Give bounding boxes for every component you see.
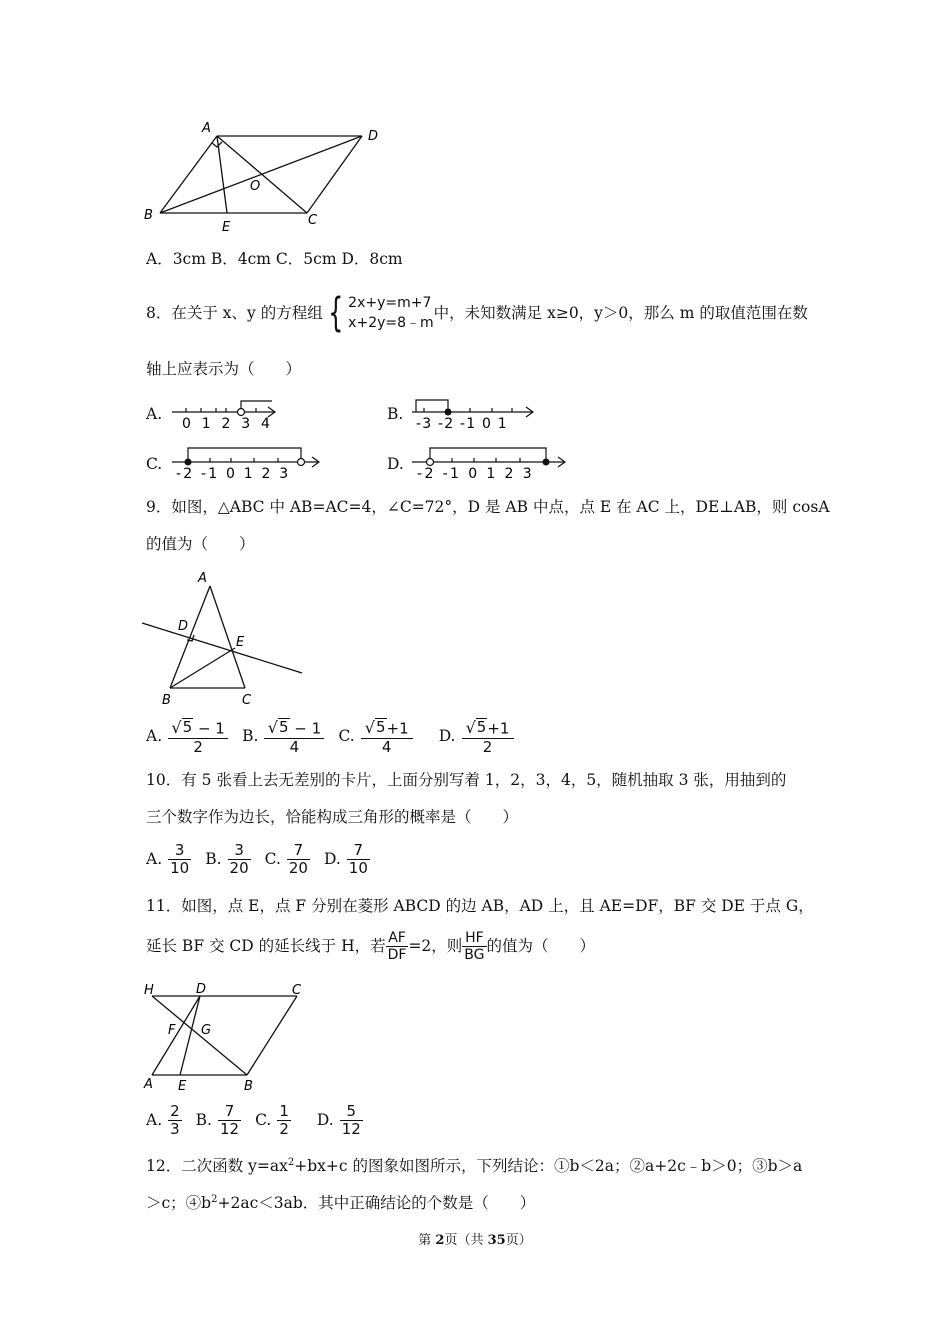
q11-option-b: B. $\frac{7}{12}$ bbox=[195, 1102, 240, 1139]
ticks-a: 0 1 2 3 4 bbox=[182, 416, 274, 430]
label-d: D bbox=[368, 129, 379, 144]
q8-option-d-key: D. bbox=[387, 455, 404, 473]
open-dot bbox=[238, 409, 245, 416]
q11-line2: 延长 BF 交 CD 的延长线于 H，若 $\frac{AF}{DF}$ =2，则 $\frac{HF}{BG}$ 的值为（ ） bbox=[146, 930, 596, 964]
q9-option-b: B. √ 5 − 1 4 bbox=[242, 718, 324, 756]
label-e: E bbox=[236, 635, 245, 650]
label-c: C bbox=[308, 213, 318, 228]
seg-dc bbox=[307, 136, 362, 213]
label-h: H bbox=[144, 983, 154, 998]
q11-option-a: A. $\frac{2}{3}$ bbox=[146, 1102, 180, 1139]
q10-option-a: A. $\frac{3}{10}$ bbox=[146, 841, 190, 878]
filled-dot bbox=[185, 459, 192, 466]
label-a: A bbox=[202, 121, 211, 136]
q11-options bbox=[146, 1103, 377, 1139]
page-number: 2 bbox=[435, 1233, 445, 1248]
q9-option-d: D. √ 5 +1 2 bbox=[439, 718, 514, 756]
figure-rhombus-abcd bbox=[140, 978, 320, 1094]
ticks-c: -2 -1 0 1 2 3 bbox=[176, 466, 291, 480]
seg-ac bbox=[217, 136, 307, 213]
ticks-d: -2 -1 0 1 2 3 bbox=[417, 466, 534, 480]
number-line-option-c bbox=[168, 444, 328, 480]
number-line-option-a bbox=[168, 396, 288, 430]
q9-option-a: A. √ 5 − 1 2 bbox=[146, 718, 228, 756]
label-a: A bbox=[198, 571, 207, 586]
q9-option-c: C. √ 5 +1 4 bbox=[338, 718, 412, 756]
fraction-af-df: $\frac{AF}{DF}$ bbox=[387, 930, 407, 964]
q10-options bbox=[146, 842, 384, 878]
equation-1: 2x+y=m+7 bbox=[348, 295, 432, 311]
label-o: O bbox=[250, 179, 261, 194]
fraction-hf-bg: $\frac{HF}{BG}$ bbox=[464, 930, 485, 964]
q9-line2: 的值为（ ） bbox=[146, 535, 255, 553]
q9-options bbox=[146, 718, 528, 756]
figure-triangle-abc bbox=[140, 568, 310, 708]
q8-stem-pre: 8．在关于 x、y 的方程组 bbox=[146, 303, 323, 322]
filled-dot bbox=[445, 409, 452, 416]
q10-option-c: C. $\frac{7}{20}$ bbox=[264, 841, 308, 878]
label-e: E bbox=[222, 220, 231, 235]
q8-option-a-key: A. bbox=[146, 405, 163, 423]
label-g: G bbox=[201, 1023, 212, 1038]
brace-icon: { bbox=[327, 290, 344, 337]
ticks-b: -3 -2 -1 0 1 bbox=[416, 416, 508, 430]
right-angle-mark bbox=[212, 142, 222, 147]
equation-2: x+2y=8﹣m bbox=[348, 315, 434, 332]
q10-line2: 三个数字作为边长，恰能构成三角形的概率是（ ） bbox=[146, 808, 519, 826]
q12-line2: ＞c；$④b^2+2ac<3ab$．其中正确结论的个数是（ ） bbox=[146, 1194, 536, 1213]
open-dot bbox=[298, 459, 305, 466]
q10-option-d: D. $\frac{7}{10}$ bbox=[323, 841, 368, 878]
q8-stem bbox=[146, 290, 808, 337]
q10-line1: 10．有 5 张看上去无差别的卡片，上面分别写着 1，2，3，4，5，随机抽取 3 张，用抽到的 bbox=[146, 771, 787, 789]
seg-bd bbox=[160, 136, 362, 213]
figure-parallelogram-abcd bbox=[140, 118, 390, 236]
filled-dot bbox=[543, 459, 550, 466]
q9-line1: 9．如图，△ABC 中 AB=AC=4，∠C=72°，D 是 AB 中点，点 E 在 AC 上，DE⊥AB，则 cosA bbox=[146, 498, 830, 516]
seg-ae bbox=[217, 136, 227, 213]
q12-line1: 12．二次函数 $y=ax^2+bx+c$ 的图象如图所示，下列结论：①b＜2a；②a+2c﹣b＞0；③b＞a bbox=[146, 1157, 803, 1176]
equation-system bbox=[348, 293, 433, 334]
total-pages: 35 bbox=[487, 1233, 506, 1248]
label-e: E bbox=[178, 1079, 187, 1094]
number-line-option-b bbox=[408, 396, 538, 430]
label-b: B bbox=[144, 208, 153, 223]
label-c: C bbox=[242, 693, 252, 708]
label-a: A bbox=[144, 1077, 153, 1092]
page-footer: 第 2页（共 35页） bbox=[418, 1233, 532, 1248]
q11-option-d: D. $\frac{5}{12}$ bbox=[316, 1102, 361, 1139]
q8-line2: 轴上应表示为（ ） bbox=[146, 360, 302, 378]
label-f: F bbox=[168, 1023, 176, 1038]
q8-stem-post: 中，未知数满足 x≥0，y＞0，那么 m 的取值范围在数 bbox=[433, 303, 808, 322]
q7-options: A．3cm B．4cm C．5cm D．8cm bbox=[146, 250, 403, 268]
q8-option-c-key: C. bbox=[146, 455, 163, 473]
label-b: B bbox=[162, 693, 171, 708]
q11-option-c: C. $\frac{1}{2}$ bbox=[255, 1102, 289, 1139]
label-d: D bbox=[196, 982, 207, 997]
q11-line1: 11．如图，点 E，点 F 分别在菱形 ABCD 的边 AB，AD 上，且 AE=DF，BF 交 DE 于点 G， bbox=[146, 897, 814, 915]
number-line-option-d bbox=[408, 444, 573, 480]
label-b: B bbox=[244, 1079, 253, 1094]
q8-option-b-key: B. bbox=[387, 405, 404, 423]
label-c: C bbox=[292, 983, 302, 998]
q10-option-b: B. $\frac{3}{20}$ bbox=[205, 841, 249, 878]
label-d: D bbox=[178, 619, 189, 634]
open-dot bbox=[427, 459, 434, 466]
